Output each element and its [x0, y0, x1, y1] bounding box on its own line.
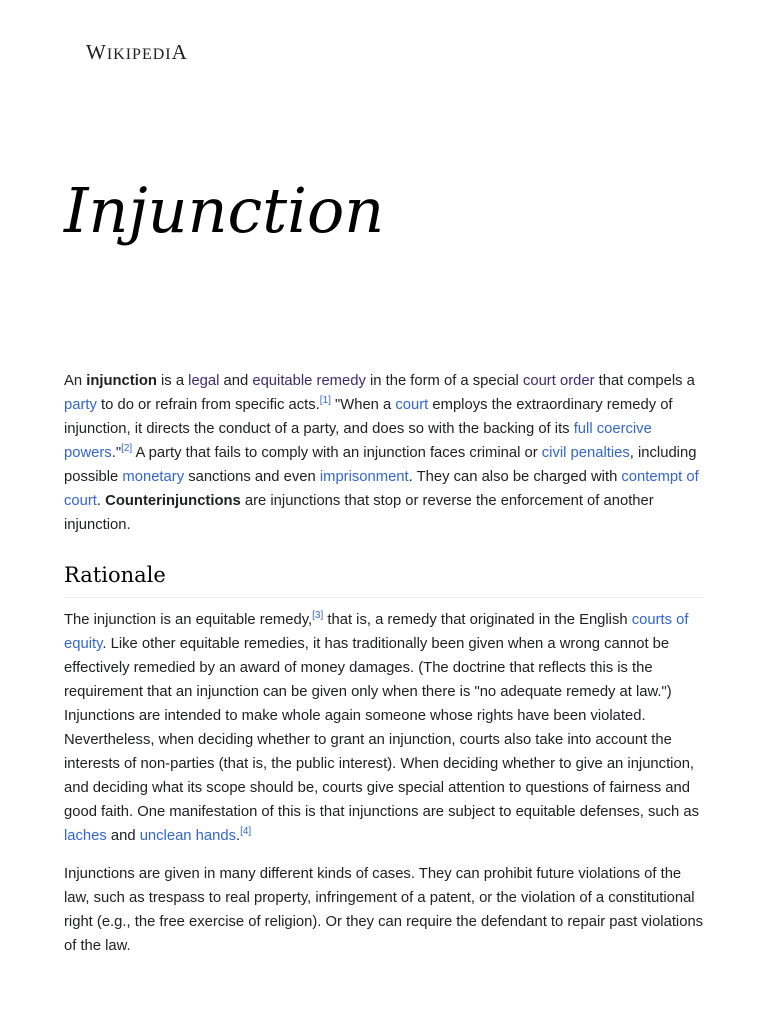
- reference-link[interactable]: [3]: [312, 610, 324, 621]
- text: .: [235, 828, 241, 844]
- link-laches[interactable]: laches: [64, 828, 107, 844]
- text: The injunction is an equitable remedy,: [64, 612, 313, 628]
- text: . Like other equitable remedies, it has traditionally been given when a wrong cannot be effectively remedied by an award of money damages. (The doctrine that reflects this is the requirement that an injunction can be given only when there is "no adequate remedy at law.") Injunctions are intended to make whole again someone whose rights have been violated. Nevertheless, when deciding whether to grant an injunction, courts also take into account the interests of non-parties (that is, the public interest). When deciding whether to give an injunction, and deciding what its scope should be, courts give special attention to questions of fairness and good faith. One manifestation of this is that injunctions are subject to equitable defenses, such as: [64, 636, 700, 820]
- text: An: [64, 373, 87, 389]
- text: sanctions and even: [184, 469, 320, 485]
- text: A party that fails to comply with an injunction faces criminal or: [132, 445, 542, 461]
- reference-4[interactable]: [240, 826, 251, 837]
- link-legal[interactable]: legal: [188, 373, 220, 389]
- text: that is, a remedy that originated in the English: [323, 612, 632, 628]
- page-title: Injunction: [64, 174, 385, 247]
- link-court[interactable]: court: [395, 397, 429, 413]
- rationale-paragraph-1: [64, 608, 704, 848]
- link-imprisonment[interactable]: imprisonment: [319, 469, 409, 485]
- text: . They can also be charged with: [408, 469, 622, 485]
- text: employs the extraordinary remedy of injunction, it directs the conduct of a party, and does so with the backing of its: [64, 397, 673, 437]
- reference-link[interactable]: [4]: [240, 826, 252, 837]
- link-courts-of-equity[interactable]: courts of equity: [64, 612, 689, 652]
- logo-letter: W: [86, 40, 107, 64]
- text: to do or refrain from specific acts.: [96, 397, 320, 413]
- rationale-paragraph-2: Injunctions are given in many different kinds of cases. They can prohibit future violations of the law, such as trespass to real property, infringement of a patent, or the violation of a constitutional right (e.g., the free exercise of religion). Or they can require the defendant to repair past violations of the law.: [64, 866, 704, 954]
- link-monetary[interactable]: monetary: [122, 469, 185, 485]
- text: "When a: [330, 397, 396, 413]
- link-full-coercive-powers[interactable]: full coercive powers: [64, 421, 652, 461]
- logo-letter: A: [171, 40, 188, 64]
- text: , including possible: [64, 445, 697, 485]
- text: .": [111, 445, 122, 461]
- reference-2[interactable]: [121, 443, 132, 454]
- logo-letters: IKIPEDI: [106, 46, 172, 63]
- lead-paragraph: [64, 369, 704, 537]
- link-court-order[interactable]: court order: [522, 373, 595, 389]
- reference-3[interactable]: [312, 610, 323, 621]
- reference-link[interactable]: [1]: [319, 395, 331, 406]
- text: is a: [156, 373, 189, 389]
- article-body: [64, 369, 704, 958]
- link-unclean-hands[interactable]: unclean hands: [139, 828, 236, 844]
- link-civil-penalties[interactable]: civil penalties: [541, 445, 630, 461]
- text: .: [96, 493, 106, 509]
- text: and: [106, 828, 140, 844]
- bold-term: injunction: [86, 373, 157, 389]
- text: in the form of a special: [365, 373, 523, 389]
- reference-1[interactable]: [320, 395, 331, 406]
- text: and: [219, 373, 253, 389]
- link-equitable-remedy[interactable]: equitable remedy: [252, 373, 366, 389]
- text: that compels a: [594, 373, 695, 389]
- link-contempt-of-court[interactable]: contempt of court: [64, 469, 699, 509]
- text: are injunctions that stop or reverse the enforcement of another injunction.: [64, 493, 654, 533]
- link-party[interactable]: party: [64, 397, 97, 413]
- section-heading-rationale: Rationale: [64, 563, 704, 598]
- bold-term: Counterinjunctions: [105, 493, 241, 509]
- wikipedia-wordmark[interactable]: [86, 40, 188, 65]
- reference-link[interactable]: [2]: [121, 443, 133, 454]
